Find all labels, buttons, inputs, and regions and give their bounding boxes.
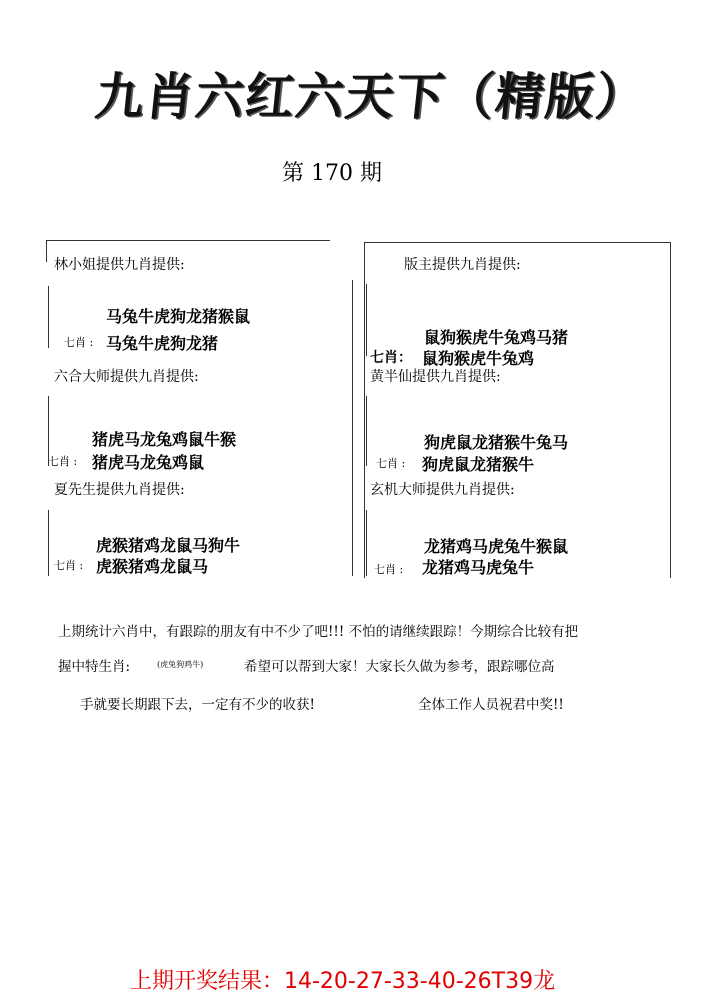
seven-label: 七肖 :	[374, 563, 404, 576]
nine-zodiac: 猪虎马龙兔鸡鼠牛猴	[92, 430, 237, 449]
provider-label: 林小姐提供九肖提供:	[54, 257, 185, 273]
provider-label: 六合大师提供九肖提供:	[54, 369, 199, 385]
divider	[46, 240, 330, 241]
seven-zodiac: 猪虎马龙兔鸡鼠	[92, 453, 205, 472]
provider-label: 黄半仙提供九肖提供:	[370, 369, 501, 385]
seven-zodiac: 虎猴猪鸡龙鼠马	[96, 557, 209, 576]
divider	[48, 510, 49, 576]
paragraph-line: 手就要长期跟下去，一定有不少的收获!	[80, 697, 315, 713]
nine-zodiac: 虎猴猪鸡龙鼠马狗牛	[96, 536, 241, 555]
nine-zodiac: 鼠狗猴虎牛兔鸡马猪	[424, 328, 569, 347]
divider	[364, 242, 365, 578]
nine-zodiac: 马兔牛虎狗龙猪猴鼠	[106, 307, 251, 326]
paragraph-line: 上期统计六肖中，有跟踪的朋友有中不少了吧!!! 不怕的请继续跟踪！今期综合比较有把	[58, 624, 579, 640]
divider	[48, 286, 49, 348]
divider	[366, 510, 367, 576]
seven-zodiac: 狗虎鼠龙猪猴牛	[422, 455, 535, 474]
provider-label: 玄机大师提供九肖提供:	[370, 482, 515, 498]
paragraph-line: 握中特生肖:	[58, 659, 131, 675]
nine-zodiac: 龙猪鸡马虎兔牛猴鼠	[424, 537, 569, 556]
nine-zodiac: 狗虎鼠龙猪猴牛兔马	[424, 433, 569, 452]
provider-label: 夏先生提供九肖提供:	[54, 482, 185, 498]
paragraph-line: 全体工作人员祝君中奖!!	[418, 697, 564, 713]
seven-zodiac: 马兔牛虎狗龙猪	[106, 334, 219, 353]
divider	[366, 284, 367, 356]
seven-label: 七肖 :	[54, 559, 84, 572]
issue-number: 第 170 期	[282, 161, 382, 186]
divider	[366, 396, 367, 466]
seven-zodiac: 鼠狗猴虎牛兔鸡	[422, 349, 535, 368]
divider	[670, 242, 671, 578]
seven-zodiac: 龙猪鸡马虎兔牛	[422, 558, 535, 577]
provider-label: 版主提供九肖提供:	[404, 257, 521, 273]
paragraph-line: 希望可以帮到大家！大家长久做为参考，跟踪哪位高	[244, 659, 555, 675]
divider	[364, 242, 670, 243]
divider	[352, 280, 353, 576]
divider	[46, 240, 47, 262]
draw-result: 上期开奖结果：14-20-27-33-40-26T39龙	[130, 969, 556, 994]
page-title: 九肖六红六天下（精版）	[92, 67, 649, 127]
seven-label: 七肖 :	[48, 455, 78, 468]
seven-label: 七肖 :	[376, 457, 406, 470]
seven-label: 七肖 :	[64, 336, 94, 349]
seven-label: 七肖：	[370, 350, 412, 366]
paragraph-note: (虎兔狗鸡牛)	[157, 660, 204, 669]
